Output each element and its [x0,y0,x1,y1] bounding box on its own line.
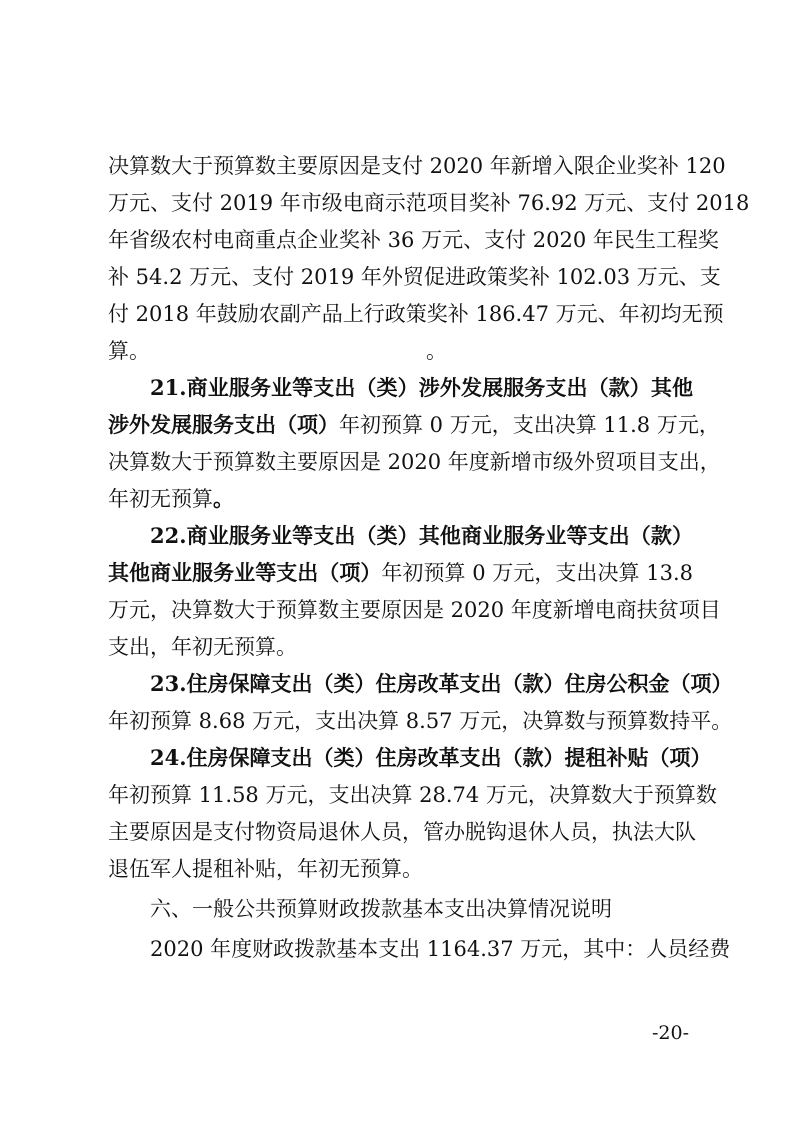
item-24-line-3: 主要原因是支付物资局退休人员，管办脱钩退休人员，执法大队 [108,820,696,844]
item-24-line-2: 年初预算 11.58 万元，支出决算 28.74 万元，决算数大于预算数 [108,783,717,807]
item-21-heading: 21.商业服务业等支出（类）涉外发展服务支出（款）其他 [150,375,693,400]
item-22-heading: 22.商业服务业等支出（类）其他商业服务业等支出（款） [150,523,693,548]
item-21-heading-cont: 涉外发展服务支出（项） [108,412,339,437]
paragraph-line: 万元、支付 2019 年市级电商示范项目奖补 76.92 万元、支付 2018 [108,191,750,215]
stray-mark: 。 [426,339,447,363]
item-21-line-3: 决算数大于预算数主要原因是 2020 年度新增市级外贸项目支出， [108,450,721,474]
item-21-line-2 [108,409,720,441]
item-23-heading: 23.住房保障支出（类）住房改革支出（款）住房公积金（项） [150,671,733,696]
item-22-text: 年初预算 0 万元，支出决算 13.8 [381,561,693,585]
paragraph-line: 算。 [108,339,150,363]
item-22-line-2 [108,557,693,589]
paragraph-line: 年省级农村电商重点企业奖补 36 万元、支付 2020 年民生工程奖 [108,228,719,252]
section-6-line-1: 2020 年度财政拨款基本支出 1164.37 万元，其中：人员经费 [150,937,731,961]
item-22-heading-cont: 其他商业服务业等支出（项） [108,560,382,585]
page-number: -20- [652,1022,690,1044]
paragraph-line: 决算数大于预算数主要原因是支付 2020 年新增入限企业奖补 120 [108,154,726,178]
item-22-line-4: 支出，年初无预算。 [108,635,297,659]
item-23-line-2: 年初预算 8.68 万元，支出决算 8.57 万元，决算数与预算数持平。 [108,709,733,733]
item-22-line-3: 万元，决算数大于预算数主要原因是 2020 年度新增电商扶贫项目 [108,598,721,622]
paragraph-line: 付 2018 年鼓励农副产品上行政策奖补 186.47 万元、年初均无预 [108,302,724,326]
section-6-title: 六、一般公共预算财政拨款基本支出决算情况说明 [150,897,612,921]
item-24-line-4: 退伍军人提租补贴，年初无预算。 [108,857,423,881]
item-21-line-4: 年初无预算。 [108,486,234,511]
item-21-text: 年初预算 0 万元，支出决算 11.8 万元， [339,413,720,437]
item-24-heading: 24.住房保障支出（类）住房改革支出（款）提租补贴（项） [150,745,712,770]
paragraph-line: 补 54.2 万元、支付 2019 年外贸促进政策奖补 102.03 万元、支 [108,265,721,289]
